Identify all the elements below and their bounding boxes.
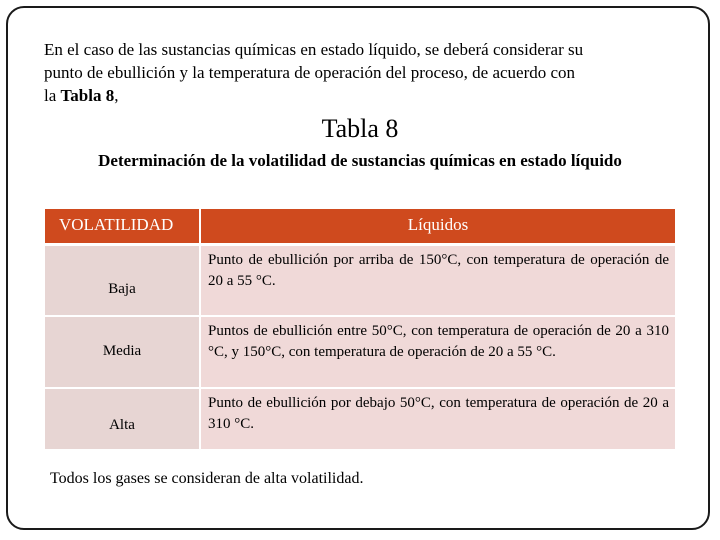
header-liquidos: Líquidos (201, 209, 675, 246)
intro-line-3-suffix: , (114, 86, 119, 105)
row-desc-media: Puntos de ebullición entre 50°C, con temperatura de operación de 20 a 310 °C, y 150°C, con temperatura de operación de 20 a 55 °C. (201, 317, 675, 389)
intro-line-2: punto de ebullición y la temperatura de operación del proceso, de acuerdo con (44, 63, 576, 82)
row-desc-alta: Punto de ebullición por debajo 50°C, con temperatura de operación de 20 a 310 °C. (201, 389, 675, 451)
intro-paragraph (44, 38, 694, 107)
footer-note: Todos los gases se consideran de alta volatilidad. (50, 470, 364, 487)
row-desc-baja: Punto de ebullición por arriba de 150°C, con temperatura de operación de 20 a 55 °C. (201, 246, 675, 317)
table-header-row (45, 209, 675, 246)
slide-frame (6, 6, 710, 530)
intro-line-1: En el caso de las sustancias químicas en estado líquido, se deberá considerar su (44, 40, 584, 59)
volatility-table (45, 209, 675, 451)
table-title: Tabla 8 (321, 114, 399, 143)
row-level-baja: Baja (45, 246, 201, 317)
table-row (45, 389, 675, 451)
intro-table-reference: Tabla 8 (60, 86, 115, 105)
row-level-media: Media (45, 317, 201, 389)
row-level-alta: Alta (45, 389, 201, 451)
header-volatilidad: VOLATILIDAD (45, 209, 201, 246)
intro-line-3-prefix: la (44, 86, 61, 105)
table-subtitle: Determinación de la volatilidad de sustancias químicas en estado líquido (98, 151, 622, 170)
table-row (45, 317, 675, 389)
table-row (45, 246, 675, 317)
